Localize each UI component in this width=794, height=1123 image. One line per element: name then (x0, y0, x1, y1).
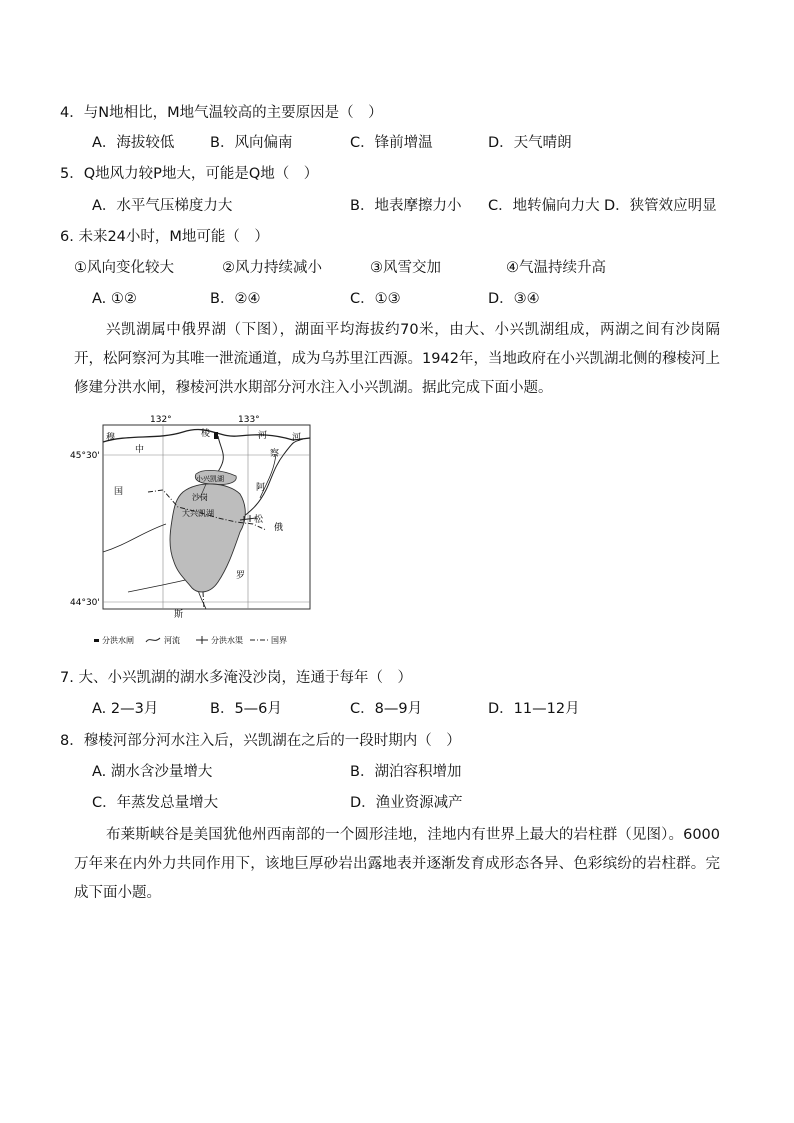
label-cha: 察 (270, 449, 280, 459)
label-lat-4530: 45°30' (70, 451, 100, 461)
legend-border: 国界 (271, 636, 287, 645)
label-guo: 国 (114, 487, 124, 497)
label-a: 阿 (256, 483, 266, 493)
label-lon-132: 132° (150, 415, 172, 425)
label-big-lake: 大兴凯湖 (182, 509, 214, 518)
q5-option-b: B．地表摩擦力小 (350, 198, 462, 214)
label-song: 松 (254, 515, 264, 525)
legend-gate: 分洪水闸 (102, 636, 134, 645)
q5-option-d: D．狭管效应明显 (604, 198, 717, 214)
q7-option-c: C．8—9月 (350, 701, 423, 717)
label-zhong: 中 (135, 445, 145, 455)
passage-xingkai-lake: 兴凯湖属中俄界湖（下图），湖面平均海拔约70米，由大、小兴凯湖组成，两湖之间有沙岗隔开，松阿察河为其唯一泄流通道，成为乌苏里江西源。1942年，当地政府在小兴凯湖北侧的穆棱河上修建分洪水闸，穆棱河洪水期部分河水注入小兴凯湖。据此完成下面小题。 (74, 322, 720, 396)
label-he-1: 河 (258, 431, 268, 441)
q6-statement-1: ①风向变化较大 (74, 260, 174, 276)
label-lon-133: 133° (238, 415, 260, 425)
label-e: 俄 (274, 523, 284, 533)
q6-statement-4: ④气温持续升高 (506, 260, 606, 276)
q8-option-d: D．渔业资源减产 (350, 795, 463, 811)
q4-option-a: A．海拔较低 (92, 135, 175, 151)
question-5-stem: 5．Q地风力较P地大，可能是Q地（ ） (60, 166, 319, 182)
label-luo: 罗 (236, 571, 246, 581)
label-si: 斯 (174, 610, 184, 620)
q6-option-c: C．①③ (350, 291, 401, 307)
q4-option-c: C．锋前增温 (350, 135, 433, 151)
q8-option-c: C．年蒸发总量增大 (92, 795, 219, 811)
q7-option-b: B．5—6月 (210, 701, 282, 717)
q4-option-d: D．天气晴朗 (488, 135, 572, 151)
question-6-stem: 6. 未来24小时，M地可能（ ） (60, 229, 269, 245)
label-lat-4430: 44°30' (70, 598, 100, 608)
q6-option-a: A. ①② (92, 291, 137, 307)
q6-statement-2: ②风力持续减小 (222, 260, 322, 276)
legend-river: 河流 (164, 636, 180, 645)
q7-option-a: A. 2—3月 (92, 701, 159, 717)
passage-bryce-canyon: 布莱斯峡谷是美国犹他州西南部的一个圆形洼地，洼地内有世界上最大的岩柱群（见图）。6000万年来在内外力共同作用下，该地巨厚砂岩出露地表并逐渐发育成形态各异、色彩缤纷的岩柱群。完成下面小题。 (74, 827, 720, 901)
q6-option-d: D．③④ (488, 291, 540, 307)
label-small-lake: 小兴凯湖 (196, 475, 224, 483)
q5-option-c: C．地转偏向力大 (488, 198, 600, 214)
label-sand-ridge: 沙岗 (192, 493, 208, 502)
xingkai-lake-map (70, 412, 320, 652)
label-leng: 棱 (201, 429, 211, 439)
q8-option-a: A. 湖水含沙量增大 (92, 764, 213, 780)
q8-option-b: B．湖泊容积增加 (350, 764, 462, 780)
legend-channel: 分洪水渠 (211, 636, 243, 645)
legend-gate-icon (94, 639, 99, 642)
label-he-2: 河 (292, 433, 302, 443)
question-4-stem: 4．与N地相比，M地气温较高的主要原因是（ ） (60, 105, 383, 121)
flood-gate-icon (214, 432, 218, 439)
q6-option-b: B．②④ (210, 291, 261, 307)
q6-statement-3: ③风雪交加 (370, 260, 441, 276)
q7-option-d: D．11—12月 (488, 701, 580, 717)
label-mu: 穆 (106, 433, 116, 443)
question-7-stem: 7. 大、小兴凯湖的湖水多淹没沙岗，连通于每年（ ） (60, 670, 412, 686)
q5-option-a: A．水平气压梯度力大 (92, 198, 233, 214)
question-8-stem: 8．穆棱河部分河水注入后，兴凯湖在之后的一段时期内（ ） (60, 733, 461, 749)
q4-option-b: B．风向偏南 (210, 135, 293, 151)
legend-river-icon (146, 638, 160, 642)
